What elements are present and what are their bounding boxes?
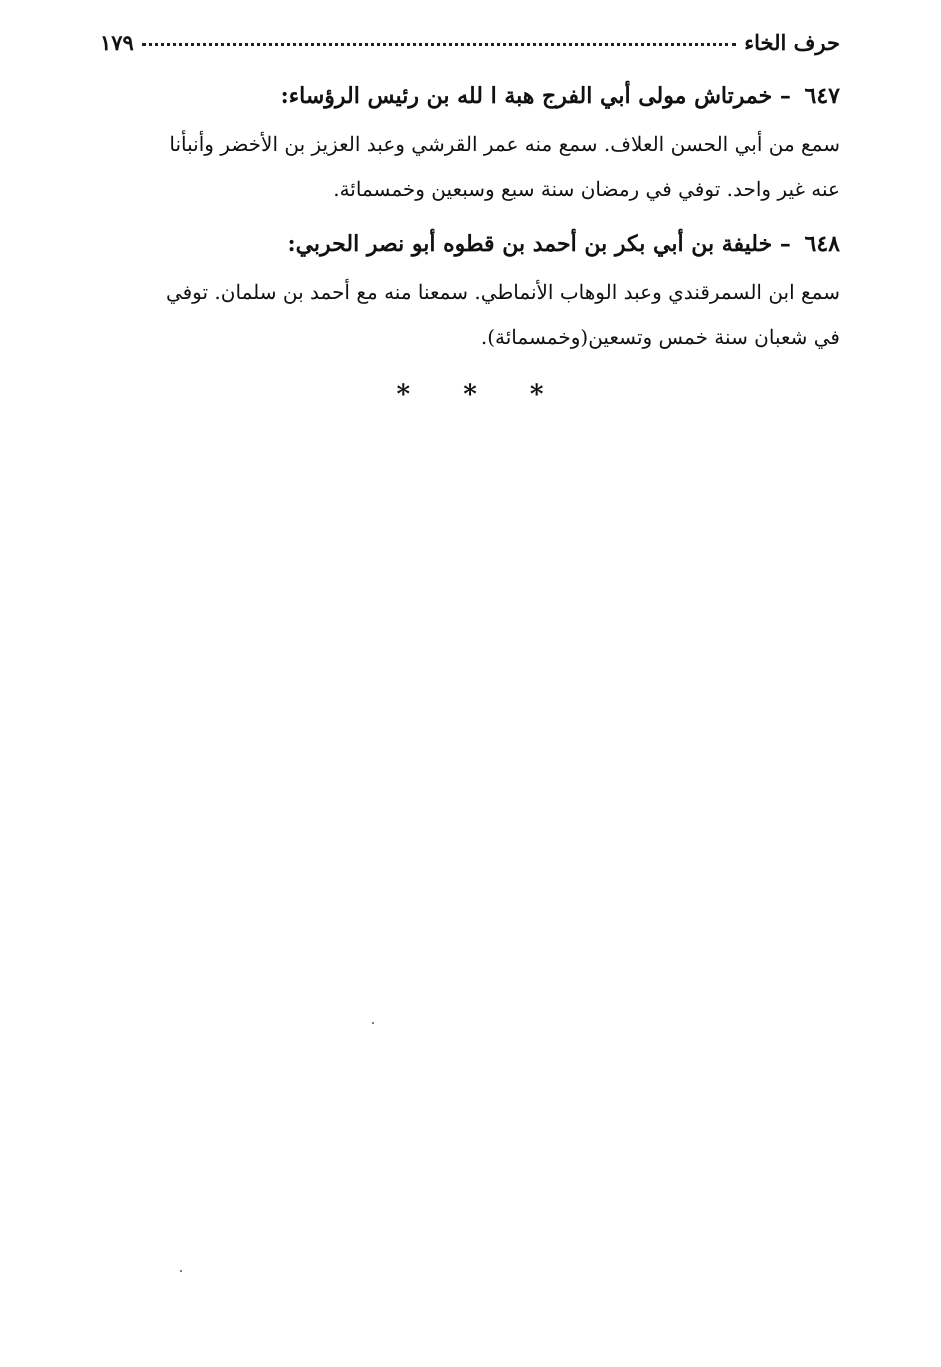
section-title: حرف الخاء [744,30,840,55]
document-page [100,30,840,410]
body-line: في شعبان سنة خمس وتسعين(وخمسمائة). [480,325,840,349]
entry-dash: – [779,83,791,109]
entry-name: خمرتاش مولى أبي الفرج هبة ا لله بن رئيس الرؤساء: [280,83,773,109]
body-line: سمع ابن السمرقندي وعبد الوهاب الأنماطي. سمعنا منه مع أحمد بن سلمان. توفي [165,280,840,304]
entry-body [100,270,840,360]
scan-speck [180,1270,182,1272]
body-line: عنه غير واحد. توفي في رمضان سنة سبع وسبعين وخمسمائة. [333,177,840,201]
page-number: ١٧٩ [100,30,134,55]
running-header [100,30,840,64]
entry-body [100,122,840,212]
body-line: سمع من أبي الحسن العلاف. سمع منه عمر القرشي وعبد العزيز بن الأخضر وأنبأنا [169,132,840,156]
section-separator: * * * [396,380,566,410]
entry-heading [100,224,840,264]
entry-647 [100,76,840,212]
entry-648 [100,224,840,360]
scan-speck [372,1022,374,1024]
entry-number: ٦٤٧ [804,83,840,109]
entry-heading [100,76,840,116]
entry-number: ٦٤٨ [804,231,840,257]
entry-dash: – [779,231,791,257]
leader-dots [142,43,736,46]
entry-name: خليفة بن أبي بكر بن أحمد بن قطوه أبو نصر الحربي: [287,231,773,257]
